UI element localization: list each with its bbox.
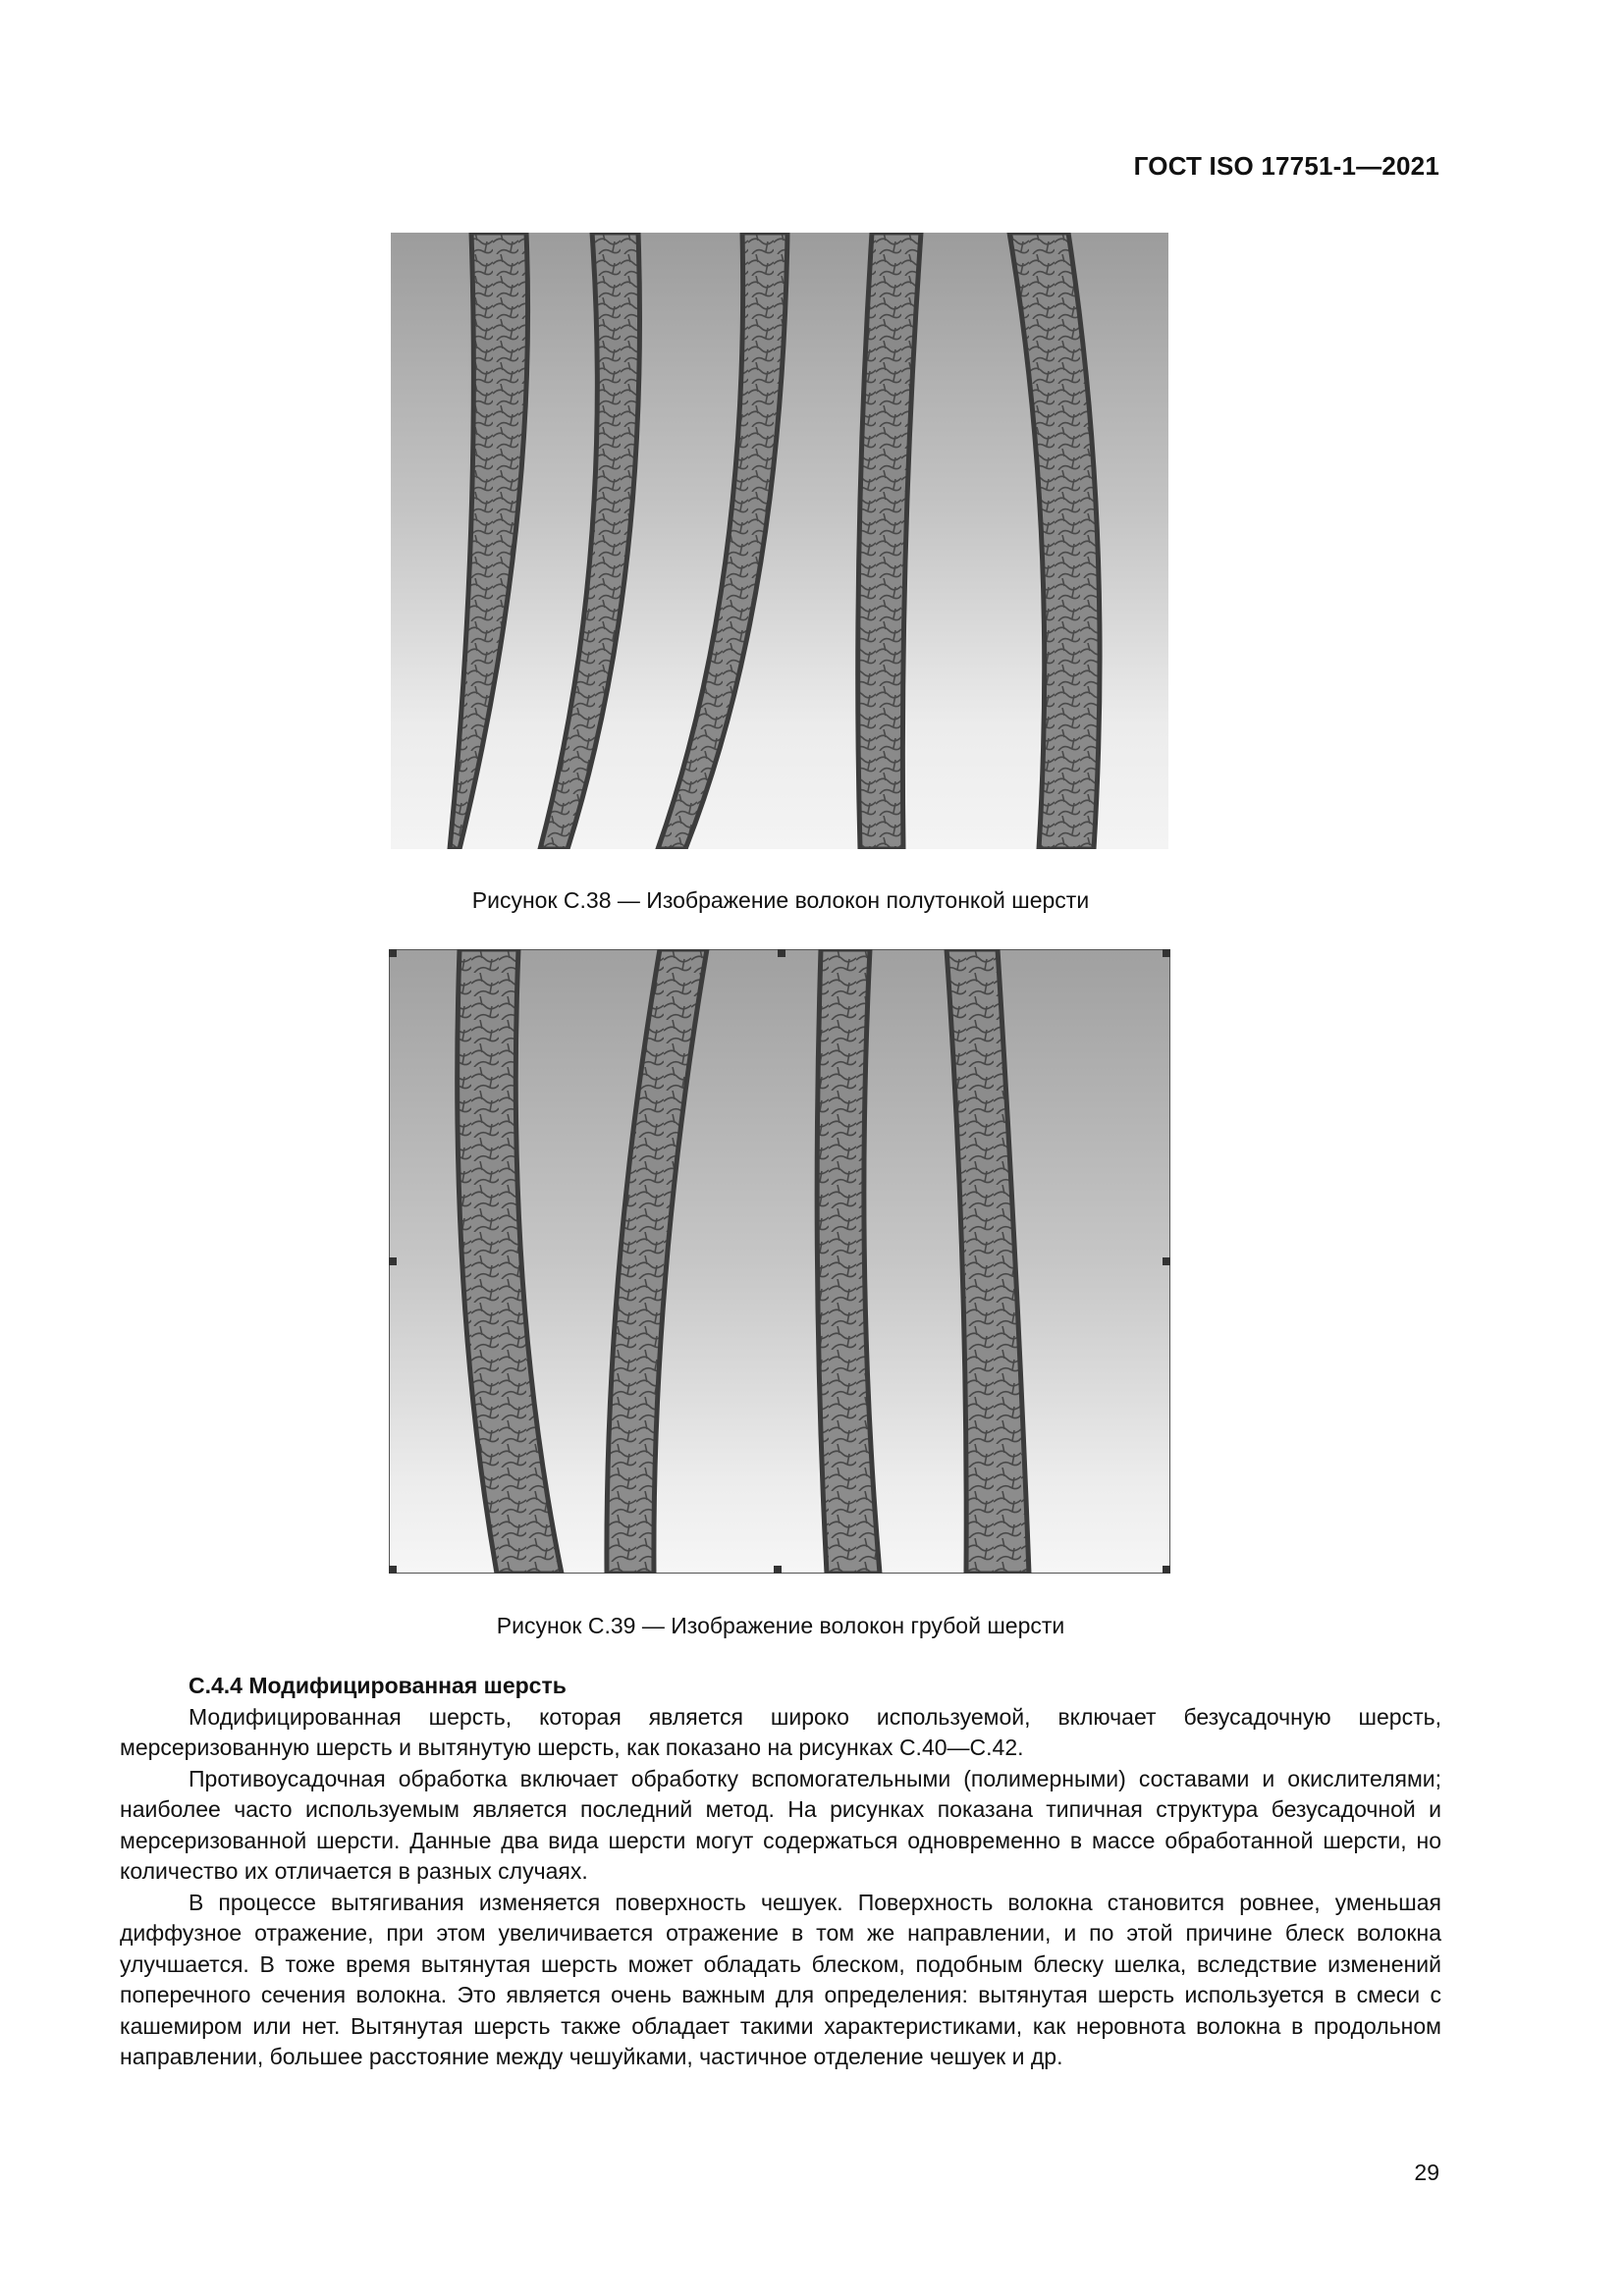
page-number: 29 xyxy=(1414,2160,1439,2185)
figure-caption: Рисунок С.39 — Изображение волокон грубой шерсти xyxy=(496,1613,1065,1638)
section-modified-wool xyxy=(120,1671,1441,2073)
figure-coarse-wool-image xyxy=(389,949,1170,1574)
paragraph: В процессе вытягивания изменяется поверхность чешуек. Поверхность волокна становится ровнее, уменьшая диффузное отражение, при этом увеличивается отражение в том же направлении, и по этой причине блеск волокна улучшается. В тоже время вытянутая шерсть может обладать блеском, подобным блеску шелка, вследствие изменений поперечного сечения волокна. Это является очень важным для определения: вытянутая шерсть используется в смеси с кашемиром или нет. Вытянутая шерсть также обладает такими характеристиками, как неровнота волокна в продольном направлении, большее расстояние между чешуйками, частичное отделение чешуек и др. xyxy=(120,1889,1441,2069)
section-heading: С.4.4 Модифицированная шерсть xyxy=(189,1673,567,1698)
paragraph: Противоусадочная обработка включает обработку вспомогательными (полимерными) составами и окислителями; наиболее часто используемым является последний метод. На рисунках показана типичная структура безусадочной и мерсеризованной шерсти. Данные два вида шерсти могут содержаться одновременно в массе обработанной шерсти, но количество их отличается в разных случаях. xyxy=(120,1765,1441,1884)
paragraph: Модифицированная шерсть, которая является широко используемой, включает безусадочную шерсть, мерсеризованную шерсть и вытянутую шерсть, как показано на рисунках С.40—С.42. xyxy=(120,1703,1441,1760)
figure-caption: Рисунок С.38 — Изображение волокон полутонкой шерсти xyxy=(471,887,1090,913)
figure-semi-fine-wool-image xyxy=(391,233,1168,849)
document-header: ГОСТ ISO 17751-1—2021 xyxy=(1133,151,1439,181)
